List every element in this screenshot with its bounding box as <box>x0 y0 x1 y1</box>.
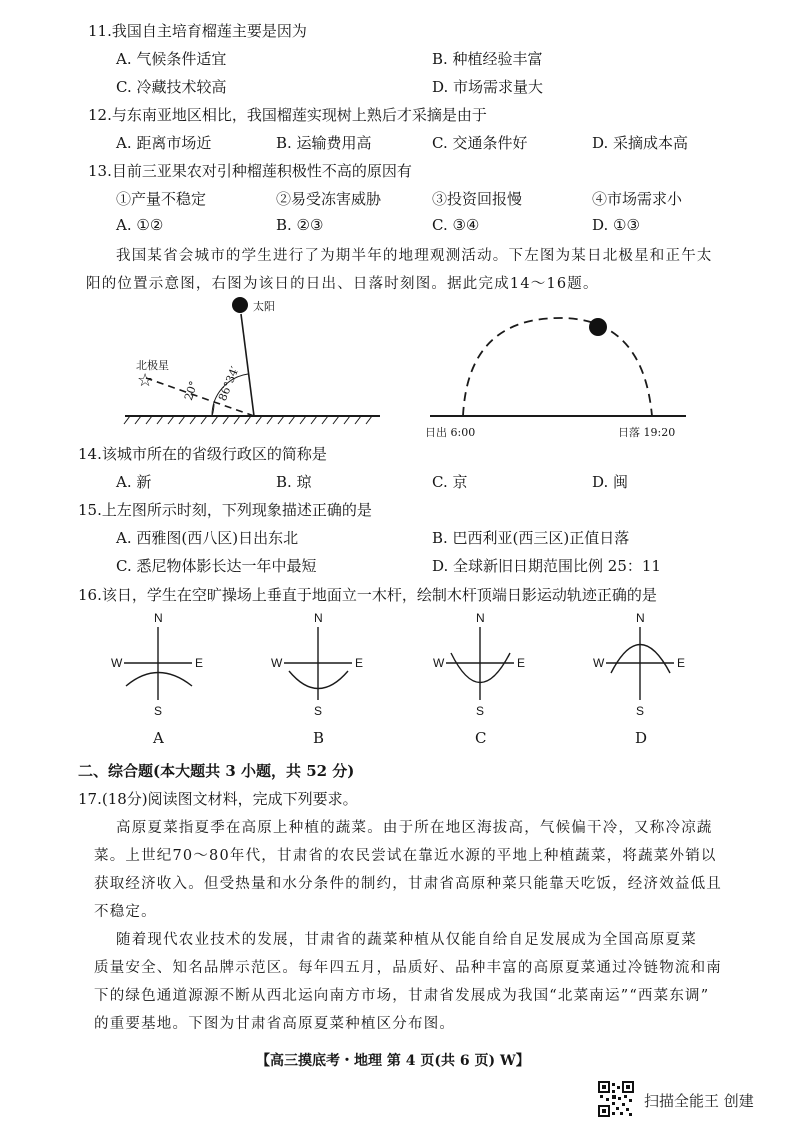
diagram-b-north: N <box>314 611 323 625</box>
diagram-d-west: W <box>593 656 605 670</box>
q14-option-c: C. 京 <box>432 473 468 491</box>
q11-option-b: B. 种植经验丰富 <box>432 50 543 68</box>
diagram-c-east: E <box>517 656 526 670</box>
diagram-c-north: N <box>476 611 485 625</box>
q15-stem: 15.上左图所示时刻，下列现象描述正确的是 <box>78 501 372 519</box>
q15-option-d: D. 全球新旧日期范围比例 25：11 <box>432 557 661 575</box>
sunset-label: 日落 19:20 <box>618 426 676 439</box>
q13-stem: 13.目前三亚果农对引种榴莲积极性不高的原因有 <box>88 162 412 180</box>
diagram-b-label: B <box>313 729 325 747</box>
q12-option-b: B. 运输费用高 <box>276 134 372 152</box>
q17-para2-line1: 随着现代农业技术的发展，甘肃省的蔬菜种植从仅能自给自足发展成为全国高原夏菜 <box>116 932 697 948</box>
q17-para1-line4: 不稳定。 <box>94 904 157 920</box>
q17-para2-line4: 的重要基地。下图为甘肃省高原夏菜种植区分布图。 <box>94 1016 456 1032</box>
q11-option-d: D. 市场需求量大 <box>432 78 544 96</box>
camscanner-watermark: 扫描全能王 创建 <box>644 1092 754 1110</box>
diagram-c-label: C <box>475 729 487 747</box>
diagram-d-north: N <box>636 611 645 625</box>
q15-option-c: C. 悉尼物体影长达一年中最短 <box>116 557 317 575</box>
page-footer: 【高三摸底考・地理 第 4 页(共 6 页) W】 <box>256 1053 530 1069</box>
q13-option-b: B. ②③ <box>276 216 324 234</box>
diagram-a-west: W <box>111 656 123 670</box>
intro-line-2: 阳的位置示意图，右图为该日的日出、日落时刻图。据此完成14～16题。 <box>86 276 599 292</box>
q13-statement-3: ③投资回报慢 <box>432 190 523 208</box>
q13-statement-4: ④市场需求小 <box>592 190 683 208</box>
sun-angle-label: 86°34′ <box>216 364 242 403</box>
q15-option-b: B. 巴西利亚(西三区)正值日落 <box>432 529 630 547</box>
polaris-star-icon: ☆ <box>137 370 154 391</box>
diagram-b-east: E <box>355 656 364 670</box>
diagram-b-south: S <box>314 704 323 718</box>
q12-option-a: A. 距离市场近 <box>116 134 212 152</box>
sun-label: 太阳 <box>253 300 275 313</box>
q13-statement-1: ①产量不稳定 <box>116 190 207 208</box>
section-2-title: 二、综合题(本大题共 3 小题，共 52 分) <box>78 762 355 780</box>
diagram-d-south: S <box>636 704 645 718</box>
qr-code-icon <box>598 1081 634 1117</box>
q14-option-a: A. 新 <box>116 473 152 491</box>
diagram-a-south: S <box>154 704 163 718</box>
q11-option-c: C. 冷藏技术较高 <box>116 78 227 96</box>
diagram-a-label: A <box>153 729 164 747</box>
diagram-c-south: S <box>476 704 485 718</box>
q15-option-a: A. 西雅图(西八区)日出东北 <box>116 529 299 547</box>
diagram-d-east: E <box>677 656 686 670</box>
polaris-label: 北极星 <box>136 359 169 372</box>
q17-stem: 17.(18分)阅读图文材料，完成下列要求。 <box>78 790 358 808</box>
sunrise-label: 日出 6:00 <box>425 426 476 439</box>
q13-option-c: C. ③④ <box>432 216 480 234</box>
q13-option-a: A. ①② <box>116 216 164 234</box>
q17-para1-line1: 高原夏菜指夏季在高原上种植的蔬菜。由于所在地区海拔高，气候偏干冷，又称冷凉蔬 <box>116 820 713 836</box>
q17-para2-line3: 下的绿色通道源源不断从西北运向南方市场，甘肃省发展成为我国“北菜南运”“西菜东调” <box>94 988 710 1004</box>
q11-stem: 11.我国自主培育榴莲主要是因为 <box>88 22 307 40</box>
polaris-angle-label: 20° <box>182 379 201 403</box>
diagram-c-west: W <box>433 656 445 670</box>
q12-option-d: D. 采摘成本高 <box>592 134 689 152</box>
q17-para2-line2: 质量安全、知名品牌示范区。每年四五月，品质好、品种丰富的高原夏菜通过冷链物流和南 <box>94 960 722 976</box>
q17-para1-line3: 获取经济收入。但受热量和水分条件的制约，甘肃省高原种菜只能靠天吃饭，经济效益低且 <box>94 876 722 892</box>
q11-option-a: A. 气候条件适宜 <box>116 50 227 68</box>
q14-stem: 14.该城市所在的省级行政区的简称是 <box>78 445 327 463</box>
diagram-a-north: N <box>154 611 163 625</box>
diagram-a-east: E <box>195 656 204 670</box>
q12-option-c: C. 交通条件好 <box>432 134 528 152</box>
intro-line-1: 我国某省会城市的学生进行了为期半年的地理观测活动。下左图为某日北极星和正午太 <box>116 248 713 264</box>
diagram-d-label: D <box>635 729 648 747</box>
q14-option-b: B. 琼 <box>276 473 312 491</box>
q13-option-d: D. ①③ <box>592 216 640 234</box>
q14-option-d: D. 闽 <box>592 473 629 491</box>
q16-stem: 16.该日，学生在空旷操场上垂直于地面立一木杆，绘制木杆顶端日影运动轨迹正确的是 <box>78 586 657 604</box>
q12-stem: 12.与东南亚地区相比，我国榴莲实现树上熟后才采摘是由于 <box>88 106 487 124</box>
q17-para1-line2: 菜。上世纪70～80年代，甘肃省的农民尝试在靠近水源的平地上种植蔬菜，将蔬菜外销以 <box>94 848 717 864</box>
q13-statement-2: ②易受冻害威胁 <box>276 190 382 208</box>
diagram-b-west: W <box>271 656 283 670</box>
